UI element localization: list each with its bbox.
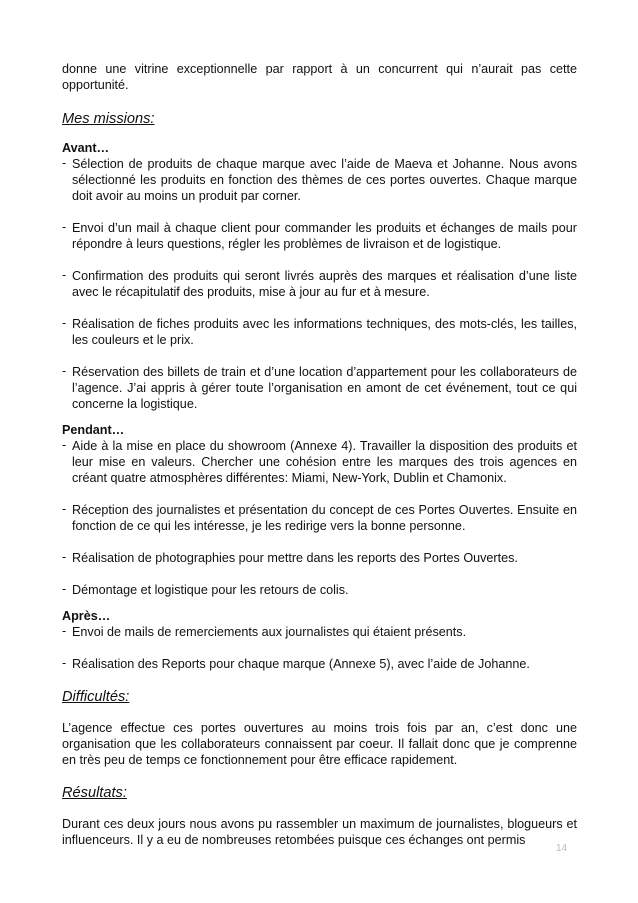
list-item: - Réalisation de photographies pour mettre dans les reports des Portes Ouvertes. bbox=[62, 550, 577, 566]
difficultes-paragraph: L’agence effectue ces portes ouvertures au moins trois fois par an, c’est donc une organisation que les collaborateurs connaissent par coeur. Il fallait donc que je comprenne en très peu de temps ce fonctionnement pour être efficace rapidement. bbox=[62, 721, 577, 767]
pendant-list bbox=[62, 438, 577, 598]
missions-heading: Mes missions: bbox=[62, 111, 155, 127]
intro-paragraph: donne une vitrine exceptionnelle par rapport à un concurrent qui n’aurait pas cette opportunité. bbox=[62, 62, 577, 92]
difficultes-heading: Difficultés: bbox=[62, 689, 130, 705]
list-item: - Sélection de produits de chaque marque avec l’aide de Maeva et Johanne. Nous avons sélectionné les produits en fonction des thèmes de ces portes ouvertes. Chaque marque doit avoir au moins un produit par corner. bbox=[62, 156, 577, 204]
list-item: - Réalisation de fiches produits avec les informations techniques, des mots-clés, les tailles, les couleurs et le prix. bbox=[62, 316, 577, 348]
page-number: 14 bbox=[556, 843, 568, 854]
list-item: - Aide à la mise en place du showroom (Annexe 4). Travailler la disposition des produits et leur mise en valeurs. Chercher une cohésion entre les marques des trois agences en créant quatre atmosphères différentes: Miami, New-York, Dublin et Chamonix. bbox=[62, 438, 577, 486]
list-item: - Réalisation des Reports pour chaque marque (Annexe 5), avec l’aide de Johanne. bbox=[62, 656, 577, 672]
avant-title: Avant… bbox=[62, 141, 110, 155]
list-item: - Démontage et logistique pour les retours de colis. bbox=[62, 582, 577, 598]
list-item: - Confirmation des produits qui seront livrés auprès des marques et réalisation d’une liste avec le récapitulatif des produits, mise à jour au fur et à mesure. bbox=[62, 268, 577, 300]
list-item: - Réception des journalistes et présentation du concept de ces Portes Ouvertes. Ensuite en fonction de ce qui les intéresse, je les redirige vers la bonne personne. bbox=[62, 502, 577, 534]
list-item: - Envoi d’un mail à chaque client pour commander les produits et échanges de mails pour répondre à leurs questions, régler les problèmes de livraison et de logistique. bbox=[62, 220, 577, 252]
resultats-heading: Résultats: bbox=[62, 785, 127, 801]
apres-list bbox=[62, 624, 577, 672]
list-item: - Envoi de mails de remerciements aux journalistes qui étaient présents. bbox=[62, 624, 577, 640]
pendant-title: Pendant… bbox=[62, 423, 125, 437]
document-page bbox=[62, 61, 577, 848]
avant-list bbox=[62, 156, 577, 412]
apres-title: Après… bbox=[62, 609, 111, 623]
resultats-paragraph: Durant ces deux jours nous avons pu rassembler un maximum de journalistes, blogueurs et influenceurs. Il y a eu de nombreuses retombées puisque ces échanges ont permis bbox=[62, 817, 577, 847]
list-item: - Réservation des billets de train et d’une location d’appartement pour les collaborateurs de l’agence. J’ai appris à gérer toute l’organisation en amont de cet événement, tout ce qui concerne la logistique. bbox=[62, 364, 577, 412]
